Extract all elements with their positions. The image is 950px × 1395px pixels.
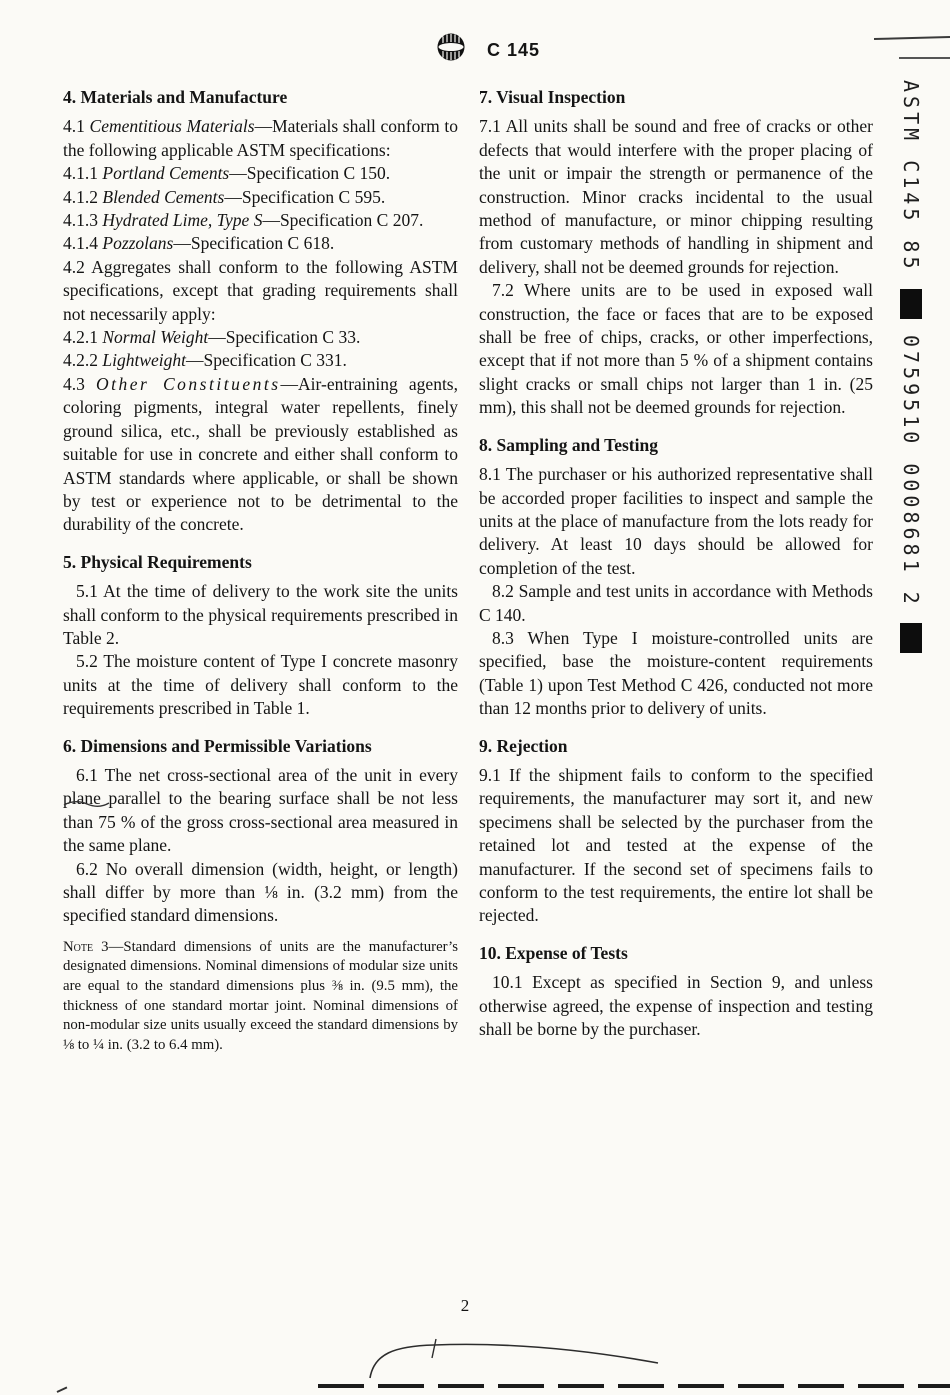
italic-term: Blended Cements [102,186,225,207]
section-heading: 10. Expense of Tests [479,942,628,963]
italic-term: Lightweight [102,350,186,371]
text-run: 4.1.1 [63,163,103,184]
paragraph [63,186,458,209]
section-materials-and-manufacture [63,86,458,537]
text-run: 4.2.1 [63,327,103,348]
italic-term: Portland Cements [102,163,230,184]
scan-artifact-mark [54,1380,68,1393]
paragraph: 8.2 Sample and test units in accordance with Methods C 140. [479,581,873,625]
paragraph [63,209,458,232]
text-run: —Materials shall conform to the following applicable ASTM specifications: [63,116,459,160]
italic-term: Normal Weight [102,327,209,348]
section-sampling-and-testing [479,434,873,721]
paragraph: 5.1 At the time of delivery to the work site the units shall conform to the physical requirements prescribed in Table 2. [63,581,458,648]
paragraph: 7.1 All units shall be sound and free of cracks or other defects that would interfere with the proper placing of the unit or impair the strength or permanence of the construction. Minor cracks incidental to the usual method of manufacture, or minor chipping resulting from customary methods of handling in shipment and delivery, shall not be deemed grounds for rejection. [479,116,873,277]
microfiche-code [889,80,933,653]
paragraph [63,326,458,349]
text-run: —Standard dimensions of units are the manufacturer’s designated dimensions. Nominal dimensions of modular size units are equal to the standard dimensions plus ⅜ in. (9.5 mm), the thickness of one standard mortar joint. Nominal dimensions of non-modular size units usually exceed the standard dimensions by ⅛ to ¼ in. (3.2 to 6.4 mm). [63,938,458,1053]
paragraph [63,162,458,185]
text-run: —Specification C 207. [262,210,424,231]
text-run: 4.1.3 [63,210,103,231]
text-run: 4.1 [63,116,90,137]
text-run: —Specification C 33. [208,327,361,348]
text-run: —Specification C 595. [224,186,386,207]
section-dimensions-and-permissible-variations [63,735,458,1056]
astm-seal-icon [436,32,466,62]
scan-artifact-line [874,36,950,40]
paragraph: 9.1 If the shipment fails to conform to the specified requirements, the manufacturer may sort it, and new specimens shall be selected by the purchaser from the retained lot and tested at the expense of the manufacturer. If the second set of specimens fails to conform to the test requirements, the entire lot shall be rejected. [479,764,873,926]
paragraph: 7.2 Where units are to be used in exposed wall construction, the face or faces that are to be exposed shall be free of chips, cracks, or other imperfections, except that if not more than 5 % of a shipment contains slight cracks or small chips not larger than 1 in. (25 mm), this shall not be deemed grounds for rejection. [479,280,873,418]
paragraph: 10.1 Except as specified in Section 9, and unless otherwise agreed, the expense of inspection and testing shall be borne by the purchaser. [479,972,873,1040]
scan-artifact-curve [362,1336,666,1382]
right-column [479,86,873,1041]
italic-term: Pozzolans [102,233,174,254]
text-run: 4.1.4 [63,233,103,254]
section-heading: 7. Visual Inspection [479,87,626,107]
section-heading: 8. Sampling and Testing [479,434,658,455]
paragraph: 8.3 When Type I moisture-controlled units are specified, base the moisture-content requirements (Table 1) upon Test Method C 426, conducted not more than 12 months prior to delivery of units. [479,627,873,719]
section-heading: 6. Dimensions and Permissible Variations [63,735,372,756]
barcode-block [900,623,922,653]
section-visual-inspection [479,86,873,420]
paragraph: 8.1 The purchaser or his authorized representative shall be accorded proper facilities to inspect and sample the units at the place of manufacture from the lots ready for delivery. At least 10 days should be allowed for completion of the test. [479,464,873,578]
italic-term: Other Constituents [96,373,281,394]
scan-artifact-squiggle [63,797,111,809]
paragraph: 6.1 The net cross-sectional area of the unit in every plane parallel to the bearing surface shall be not less than 75 % of the gross cross-sectional area measured in the same plane. [63,764,458,856]
left-column [63,86,458,1055]
note-label: Note 3 [63,938,109,955]
paragraph [63,232,458,255]
text-run: 4.2.2 [63,350,103,371]
section-heading: 5. Physical Requirements [63,551,252,572]
text-run: —Specification C 331. [186,350,347,371]
side-code-text: ASTM C145 85 [899,80,923,273]
scan-artifact-line [899,57,950,59]
section-expense-of-tests [479,942,873,1042]
note [63,938,458,1056]
document-code: C 145 [487,40,541,60]
italic-term: Cementitious Materials [89,116,255,137]
text-run: 4.1.2 [63,186,103,207]
section-rejection [479,735,873,928]
paragraph [63,373,458,537]
text-run: —Air-entraining agents, coloring pigments, integral water repellents, finely ground silica, etc., shall be previously established as suitable for use in concrete and either shall conform to ASTM standards where applicable, or shall be shown by test or experience not to be detrimental to the durability of the concrete. [63,373,458,535]
section-physical-requirements [63,551,458,721]
paragraph [63,349,458,372]
text-run: —Specification C 618. [173,233,335,254]
text-run: 4.3 [63,373,97,394]
paragraph: 6.2 No overall dimension (width, height, or length) shall differ by more than ⅛ in. (3.2 mm) from the specified standard dimensions. [63,858,458,926]
paragraph [63,115,458,162]
side-code-text: 0759510 0008681 2 [899,334,923,608]
italic-term: Hydrated Lime, Type S [102,210,263,231]
paragraph: 5.2 The moisture content of Type I concrete masonry units at the time of delivery shall conform to the requirements prescribed in Table 1. [63,651,458,719]
scan-artifact-page-edge [318,1384,950,1388]
section-heading: 4. Materials and Manufacture [63,87,288,107]
paragraph: 4.2 Aggregates shall conform to the following ASTM specifications, except that grading requirements shall not necessarily apply: [63,256,458,324]
section-heading: 9. Rejection [479,735,568,756]
barcode-block [900,289,922,319]
page-number: 2 [460,1296,470,1315]
text-run: —Specification C 150. [229,163,391,184]
